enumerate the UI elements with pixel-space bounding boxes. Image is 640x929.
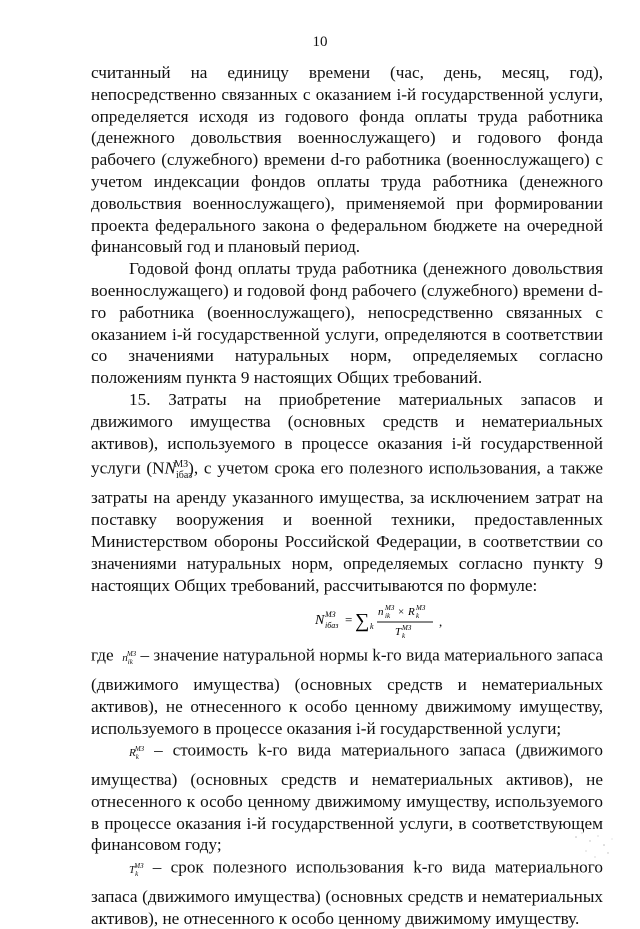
paragraph-15-part2: ), с учетом срока его полезного использования, а также затраты на аренду указанного имущества, за исключением затрат на поставку вооружения и военной техники, предоставленных Министерством обороны Российской Федерации, в соответствии со значениями натуральных норм, определяемых согласно пункту 9 настоящих Общих требований, рассчитываются по формуле: [91,459,603,595]
symbol-sup: МЗ [174,459,189,471]
formula-num-r-sub: k [416,612,420,621]
formula-comma: , [439,614,443,630]
formula-den-t: T [395,626,402,639]
formula-den-t-sub: k [402,632,406,641]
glossary-text-t: – срок полезного использования k-го вида материального запаса (движимого имущества) (основных средств и нематериальных активов), не отнесенного к особо ценному движимому имуществу. [91,857,603,928]
glossary-symbol-r: $R_k^{МЗ}$ [129,745,145,762]
glossary-item-t [91,856,603,929]
symbol-base: N [164,459,176,479]
glossary-item-r [91,739,603,856]
symbol-sub: iбаз [176,470,193,482]
paragraph-annual-fund: Годовой фонд оплаты труда работника (денежного довольствия военнослужащего) и годовой фонд рабочего (служебного) времени d-го работника (военнослужащего), непосредственно связанных с оказанием i-й государственной услуги, определяются в соответствии со значениями натуральных норм, определяемых согласно положениям пункта 9 настоящих Общих требований. [91,259,603,388]
glossary-symbol-n: $n_{ik}^{МЗ}$ [122,650,137,667]
glossary-text-r: – стоимость k-го вида материального запаса (движимого имущества) (основных средств и нематериальных активов), не отнесенного к особо ценному движимому имуществу, используемого в процессе оказания i-й государственной услуги, в соответствующем финансовом году; [91,740,604,855]
formula-lhs: N [315,613,325,629]
paragraph-15-part1: 15. Затраты на приобретение материальных запасов и движимого имущества (основных средств и нематериальных активов), используемого в процессе оказания i-й государственной услуги (N [91,389,603,479]
formula-sum-sub: k [370,622,374,632]
glossary-prefix: где [91,645,114,665]
formula-lhs-sup: МЗ [325,610,336,620]
page-number: 10 [312,34,328,50]
formula-num-n: n [378,606,384,619]
paragraph-15 [91,389,603,596]
formula-num-n-sup: МЗ [385,604,395,613]
formula-num-r: R [408,606,415,619]
scan-speckle-marks [568,827,618,867]
formula-lhs-sub: iбаз [325,621,339,631]
paragraph-continued: считанный на единицу времени (час, день, месяц, год), непосредственно связанных с оказанием i-й государственной услуги, определяется исходя из годового фонда оплаты труда работника (денежного довольствия военнослужащего) и годового фонда рабочего (служебного) времени d-го работника (военнослужащего) с учетом индексации фондов оплаты труда работника (денежного довольствия военнослужащего), применяемой при формировании проекта федерального закона о федеральном бюджете на очередной финансовый год и плановый период. [91,63,603,257]
formula-sum: ∑ [355,610,370,633]
glossary-symbol-t: $T_k^{МЗ}$ [129,862,144,878]
formula-times: × [398,606,405,619]
formula-num-r-sup: МЗ [416,604,426,613]
glossary-text-n: – значение натуральной нормы k-го вида материального запаса (движимого имущества) (основных средств и нематериальных активов), не отнесенного к особо ценному движимому имуществу, используемого в процессе оказания i-й государственной услуги; [91,645,604,738]
formula-equals: = [345,612,353,628]
formula-den-t-sup: МЗ [402,624,412,633]
formula-num-n-sub: ik [385,612,391,621]
glossary-item-n [91,644,603,739]
formula-material-costs [91,598,603,642]
document-body [91,62,603,929]
formula-svg [315,598,465,642]
glossary [91,644,603,929]
